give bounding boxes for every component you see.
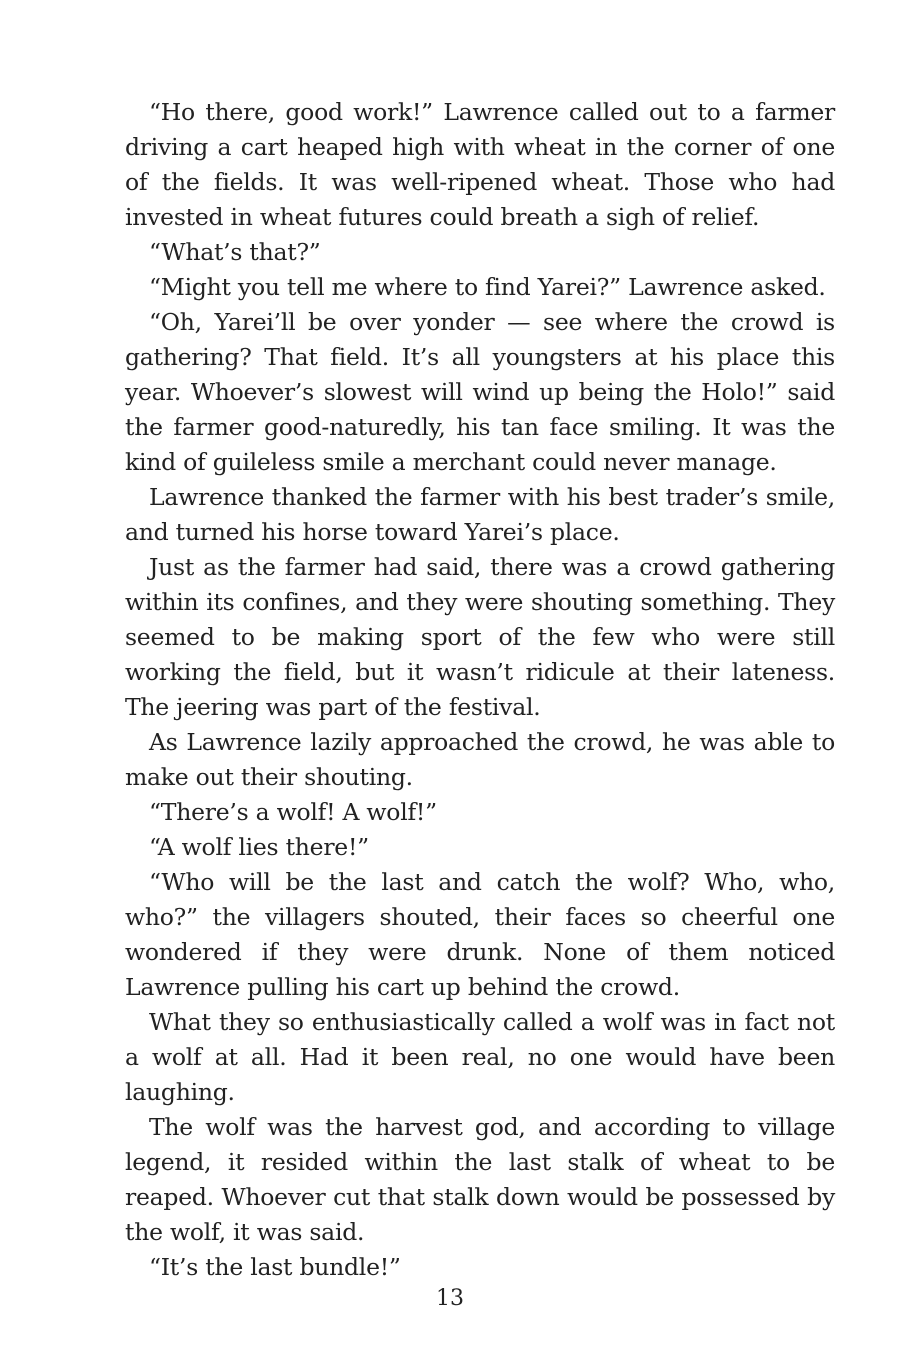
- paragraph: Lawrence thanked the farmer with his best trader’s smile, and turned his horse toward Yarei’s place.: [125, 483, 835, 546]
- paragraph: “There’s a wolf! A wolf!”: [149, 798, 437, 826]
- paragraph: As Lawrence lazily approached the crowd, he was able to make out their shouting.: [125, 728, 835, 791]
- paragraph: Just as the farmer had said, there was a crowd gathering within its confines, and they were shouting something. They seemed to be making sport of the few who were still working the field, but it wasn’t ridicule at their lateness. The jeering was part of the festival.: [125, 553, 835, 721]
- page-number: 13: [436, 1286, 464, 1311]
- paragraph: “Oh, Yarei’ll be over yonder — see where the crowd is gathering? That field. It’s all youngsters at his place this year. Whoever’s slowest will wind up being the Holo!” said the farmer good-naturedly, his tan face smiling. It was the kind of guileless smile a merchant could never manage.: [125, 308, 835, 476]
- body-text: [125, 95, 835, 1285]
- paragraph: “It’s the last bundle!”: [149, 1253, 401, 1281]
- paragraph: “Ho there, good work!” Lawrence called out to a farmer driving a cart heaped high with wheat in the corner of one of the fields. It was well-ripened wheat. Those who had invested in wheat futures could breath a sigh of relief.: [125, 98, 835, 231]
- paragraph: What they so enthusiastically called a wolf was in fact not a wolf at all. Had it been real, no one would have been laughing.: [125, 1008, 835, 1106]
- paragraph: “Who will be the last and catch the wolf? Who, who, who?” the villagers shouted, their faces so cheerful one wondered if they were drunk. None of them noticed Lawrence pulling his cart up behind the crowd.: [125, 868, 835, 1001]
- paragraph: The wolf was the harvest god, and according to village legend, it resided within the last stalk of wheat to be reaped. Whoever cut that stalk down would be possessed by the wolf, it was said.: [125, 1113, 835, 1246]
- paragraph: “Might you tell me where to find Yarei?” Lawrence asked.: [149, 273, 826, 301]
- paragraph: “What’s that?”: [149, 238, 321, 266]
- paragraph: “A wolf lies there!”: [149, 833, 369, 861]
